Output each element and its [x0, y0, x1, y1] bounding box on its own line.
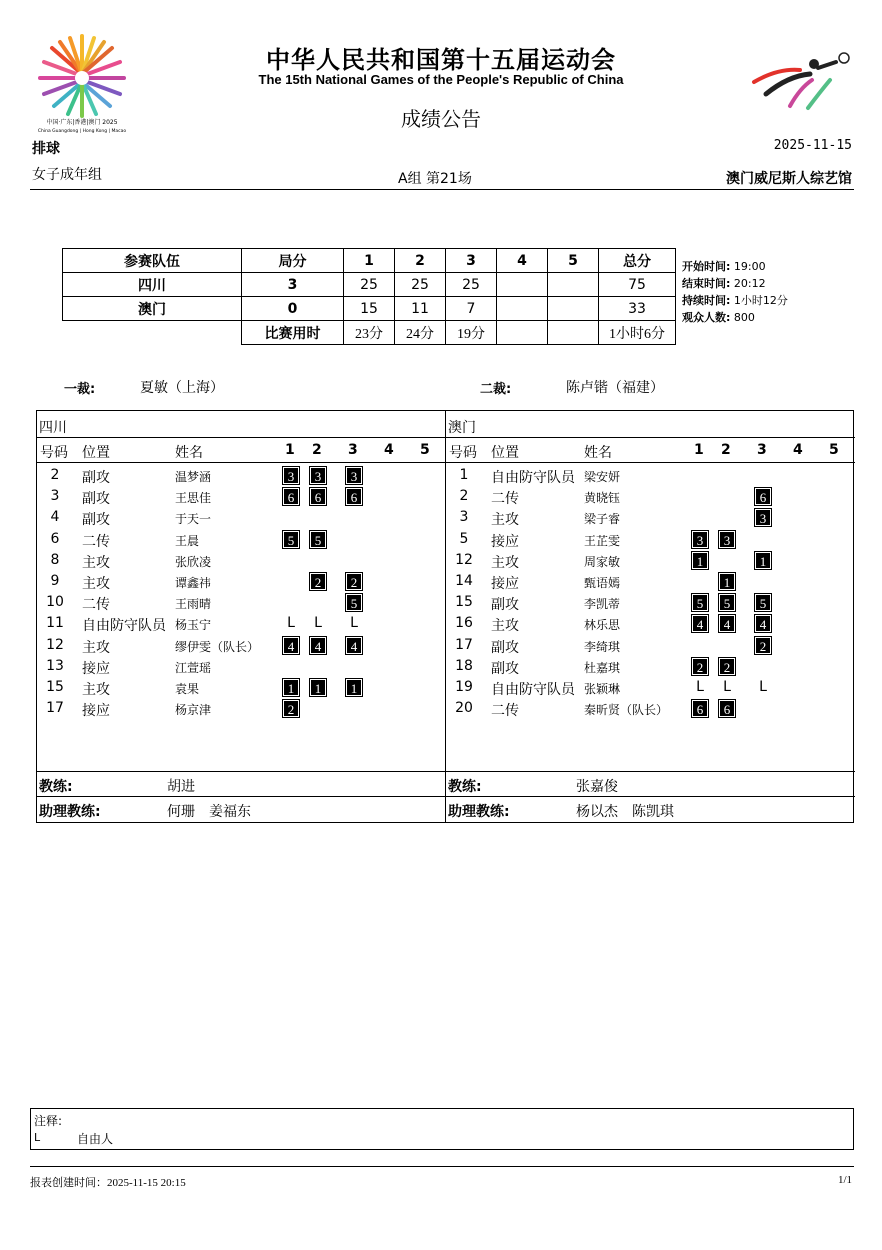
player-row: [37, 571, 445, 592]
document-title: 成绩公告: [401, 107, 481, 131]
starting-rotation-badge: 4: [755, 615, 771, 632]
roster-header-divider: [446, 462, 855, 463]
player-position: 主攻: [82, 576, 110, 592]
starting-rotation-badge: 6: [719, 700, 735, 717]
audience-label: 观众人数:: [682, 311, 731, 324]
start-time-line: [682, 258, 788, 275]
player-position: 二传: [82, 597, 110, 614]
starting-rotation-badge: 3: [310, 467, 326, 484]
home-roster: [37, 411, 446, 822]
col-header-no: 号码: [40, 445, 68, 461]
starting-rotation-badge: 4: [692, 615, 708, 632]
score-total: 33: [599, 297, 676, 321]
starting-rotation-badge: 5: [310, 531, 326, 548]
player-name: 张欣凌: [175, 554, 212, 569]
player-number: 20: [455, 700, 473, 717]
starting-rotation-badge: 6: [755, 488, 771, 505]
duration-row: [63, 321, 676, 345]
player-row: [37, 550, 445, 571]
logo-subtext: China Guangdong | Hong Kong | Macao: [37, 129, 127, 134]
set-duration: 19分: [446, 321, 497, 345]
coach-divider: [446, 771, 855, 772]
player-position: 主攻: [491, 554, 519, 571]
starting-rotation-badge: 3: [346, 467, 362, 484]
starting-rotation-badge: 2: [310, 573, 326, 590]
assistant-coach-names: 何珊 姜福东: [167, 805, 251, 820]
player-position: 接应: [82, 660, 110, 677]
score-row-away: [63, 297, 676, 321]
starting-rotation-badge: 4: [719, 615, 735, 632]
match-group: A组 第21场: [398, 171, 472, 187]
score-set-cell: [548, 297, 599, 321]
roster-header-divider: [37, 462, 445, 463]
starting-rotation-badge: 5: [755, 594, 771, 611]
player-name: 杜嘉琪: [584, 660, 621, 675]
player-row: [446, 677, 855, 698]
player-position: 接应: [491, 533, 519, 550]
player-number: 17: [455, 636, 473, 653]
starting-rotation-badge: 5: [692, 594, 708, 611]
player-name: 李凯蒂: [584, 597, 621, 612]
player-position: 二传: [491, 703, 519, 720]
player-name: 谭鑫祎: [175, 576, 212, 590]
starting-rotation-badge: 2: [283, 700, 299, 717]
player-name: 李绮琪: [584, 639, 621, 654]
match-meta: [682, 258, 788, 326]
event-category: 女子成年组: [32, 167, 102, 183]
player-position: 二传: [491, 491, 519, 508]
games-title-en: The 15th National Games of the People's Republic of China: [258, 72, 624, 87]
player-name: 杨京津: [175, 703, 212, 718]
player-row: [446, 571, 855, 592]
player-row: [446, 529, 855, 550]
player-number: 12: [46, 636, 64, 653]
player-name: 梁子睿: [584, 512, 621, 527]
player-position: 二传: [82, 533, 110, 550]
start-time-label: 开始时间:: [682, 260, 731, 273]
col-header-set: 5: [420, 442, 430, 458]
player-row: [446, 507, 855, 528]
end-time: 20:12: [733, 277, 766, 290]
player-row: [37, 529, 445, 550]
player-row: [446, 486, 855, 507]
coach-name: 张嘉俊: [576, 780, 618, 795]
duration-meta-label: 持续时间:: [682, 294, 731, 307]
libero-mark: L: [723, 679, 731, 695]
player-position: 主攻: [491, 512, 519, 529]
col-header-name: 姓名: [584, 445, 612, 461]
player-number: 2: [50, 467, 60, 483]
col-header-set: 1: [285, 442, 295, 458]
player-number: 8: [50, 551, 60, 568]
set-duration: [548, 321, 599, 345]
starting-rotation-badge: 2: [755, 637, 771, 654]
score-row-home: [63, 273, 676, 297]
score-header-set4: 4: [497, 249, 548, 273]
duration-line: [682, 292, 788, 309]
score-sets-won: 0: [242, 297, 344, 321]
audience-count: 800: [733, 311, 755, 324]
player-row: [37, 613, 445, 634]
player-number: 13: [46, 657, 64, 674]
player-row: [37, 465, 445, 486]
player-number: 19: [455, 679, 473, 695]
col-header-position: 位置: [82, 445, 110, 461]
player-name: 于天一: [175, 512, 212, 527]
player-name: 张颖琳: [584, 682, 621, 696]
team-name: 澳门: [448, 420, 476, 436]
player-number: 3: [459, 509, 469, 526]
match-date: 2025-11-15: [773, 138, 852, 153]
starting-rotation-badge: 2: [692, 658, 708, 675]
player-number: 10: [46, 594, 64, 611]
player-number: 16: [455, 615, 473, 632]
starting-rotation-badge: 6: [346, 488, 362, 505]
player-row: [446, 656, 855, 677]
player-position: 主攻: [82, 639, 110, 656]
libero-mark: L: [696, 679, 704, 695]
score-team-name: 四川: [63, 273, 242, 297]
duration-label: 比赛用时: [242, 321, 344, 345]
coach-label: 教练:: [448, 779, 482, 795]
starting-rotation-badge: 3: [283, 467, 299, 484]
player-number: 11: [46, 615, 64, 632]
away-roster: [446, 411, 855, 822]
roster-divider: [446, 437, 855, 438]
col-header-name: 姓名: [175, 445, 203, 461]
starting-rotation-badge: 4: [310, 637, 326, 654]
player-row: [37, 507, 445, 528]
notes-label: 注释:: [34, 1114, 63, 1128]
col-header-set: 4: [793, 442, 803, 458]
player-position: 自由防守队员: [82, 618, 166, 635]
starting-rotation-badge: 5: [719, 594, 735, 611]
player-number: 4: [50, 509, 60, 526]
player-row: [37, 592, 445, 613]
player-name: 缪伊雯（队长）: [175, 639, 260, 654]
audience-line: [682, 309, 788, 326]
col-header-set: 5: [829, 442, 839, 458]
player-position: 副攻: [82, 512, 110, 529]
total-duration: 1小时6分: [599, 321, 676, 345]
col-header-no: 号码: [449, 445, 477, 461]
player-name: 江萱瑶: [175, 660, 212, 675]
libero-mark: L: [759, 679, 767, 695]
starting-rotation-badge: 2: [346, 573, 362, 590]
starting-rotation-badge: 6: [692, 700, 708, 717]
start-time: 19:00: [733, 260, 766, 273]
col-header-set: 3: [348, 442, 358, 458]
score-header-set2: 2: [395, 249, 446, 273]
col-header-set: 2: [721, 442, 731, 458]
assistant-coach-label: 助理教练:: [39, 804, 101, 820]
score-set-cell: [497, 297, 548, 321]
starting-rotation-badge: 1: [283, 679, 299, 696]
libero-mark: L: [350, 615, 358, 632]
starting-rotation-badge: 4: [346, 637, 362, 654]
starting-rotation-badge: 1: [346, 679, 362, 696]
player-row: [446, 550, 855, 571]
player-number: 14: [455, 573, 473, 589]
player-position: 主攻: [491, 618, 519, 635]
score-header-set5: 5: [548, 249, 599, 273]
score-set-cell: 11: [395, 297, 446, 321]
notes-key: L: [34, 1131, 41, 1144]
player-number: 17: [46, 700, 64, 717]
score-header-total: 总分: [599, 249, 676, 273]
player-position: 副攻: [491, 597, 519, 614]
player-number: 12: [455, 551, 473, 568]
player-name: 温梦涵: [175, 470, 212, 484]
starting-rotation-badge: 5: [283, 531, 299, 548]
player-number: 15: [46, 679, 64, 695]
player-position: 自由防守队员: [491, 470, 575, 486]
score-set-cell: 25: [395, 273, 446, 297]
player-row: [446, 635, 855, 656]
score-set-cell: 7: [446, 297, 497, 321]
score-total: 75: [599, 273, 676, 297]
player-name: 王雨晴: [175, 597, 212, 612]
player-name: 梁安妍: [584, 470, 621, 484]
player-number: 9: [50, 573, 60, 589]
score-set-cell: 25: [446, 273, 497, 297]
player-row: [37, 486, 445, 507]
starting-rotation-badge: 1: [310, 679, 326, 696]
player-row: [446, 698, 855, 719]
score-set-cell: 25: [344, 273, 395, 297]
team-name: 四川: [39, 420, 67, 436]
set-duration: [497, 321, 548, 345]
player-position: 接应: [82, 703, 110, 720]
player-name: 周家敏: [584, 554, 621, 569]
libero-mark: L: [287, 615, 295, 632]
col-header-set: 4: [384, 442, 394, 458]
player-position: 副攻: [82, 491, 110, 508]
player-position: 主攻: [82, 554, 110, 571]
starting-rotation-badge: 1: [755, 552, 771, 569]
player-position: 自由防守队员: [491, 682, 575, 698]
player-number: 18: [455, 657, 473, 674]
team-rosters: [36, 410, 854, 823]
score-header-team: 参赛队伍: [63, 249, 242, 273]
player-row: [446, 592, 855, 613]
second-referee-label: 二裁:: [480, 382, 512, 397]
set-duration: 23分: [344, 321, 395, 345]
end-time-label: 结束时间:: [682, 277, 731, 290]
col-header-set: 1: [694, 442, 704, 458]
player-row: [37, 635, 445, 656]
player-number: 3: [50, 488, 60, 505]
score-header-set3: 3: [446, 249, 497, 273]
notes-value: 自由人: [77, 1132, 114, 1146]
player-name: 王思佳: [175, 491, 212, 506]
col-header-set: 2: [312, 442, 322, 458]
notes-box: [30, 1108, 854, 1150]
player-number: 6: [50, 530, 60, 547]
player-position: 主攻: [82, 682, 110, 698]
player-name: 杨玉宁: [175, 618, 212, 633]
starting-rotation-badge: 6: [310, 488, 326, 505]
starting-rotation-badge: 3: [719, 531, 735, 548]
sport-name: 排球: [32, 141, 60, 157]
col-header-position: 位置: [491, 445, 519, 461]
score-header-sets: 局分: [242, 249, 344, 273]
coach-label: 教练:: [39, 779, 73, 795]
coach-divider: [37, 771, 445, 772]
page-number: 1/1: [837, 1174, 852, 1186]
roster-divider: [37, 437, 445, 438]
score-header-row: [63, 249, 676, 273]
starting-rotation-badge: 1: [719, 573, 735, 590]
report-created: 报表创建时间：2025-11-15 20:15: [30, 1177, 186, 1189]
player-row: [37, 698, 445, 719]
score-header-set1: 1: [344, 249, 395, 273]
coach-divider: [37, 796, 445, 797]
set-duration: 24分: [395, 321, 446, 345]
first-referee: 夏敏（上海）: [140, 381, 224, 396]
player-row: [37, 677, 445, 698]
first-referee-label: 一裁:: [64, 382, 96, 397]
footer-divider: [30, 1166, 854, 1167]
starting-rotation-badge: 3: [692, 531, 708, 548]
player-name: 甄语嫣: [584, 576, 621, 590]
player-number: 2: [459, 488, 469, 505]
coach-name: 胡进: [167, 780, 195, 795]
player-name: 林乐思: [584, 618, 621, 633]
logo-text: 中国·广东|香港|澳门 2025: [46, 119, 118, 126]
header-divider: [30, 189, 854, 190]
player-position: 副攻: [491, 660, 519, 677]
player-row: [37, 656, 445, 677]
player-row: [446, 465, 855, 486]
duration-value: 1小时12分: [733, 294, 788, 307]
score-sets-won: 3: [242, 273, 344, 297]
player-position: 副攻: [491, 639, 519, 656]
assistant-coach-label: 助理教练:: [448, 804, 510, 820]
col-header-set: 3: [757, 442, 767, 458]
venue-name: 澳门威尼斯人综艺馆: [726, 171, 852, 187]
player-number: 15: [455, 594, 473, 611]
player-name: 黄晓钰: [584, 491, 621, 506]
score-set-cell: 15: [344, 297, 395, 321]
player-name: 王晨: [175, 533, 200, 548]
player-number: 1: [459, 467, 469, 483]
player-name: 秦昕贤（队长）: [584, 703, 669, 718]
player-position: 接应: [491, 576, 519, 592]
duration-spacer: [63, 321, 242, 345]
starting-rotation-badge: 6: [283, 488, 299, 505]
starting-rotation-badge: 1: [692, 552, 708, 569]
score-set-cell: [497, 273, 548, 297]
player-name: 王芷雯: [584, 533, 621, 548]
player-position: 副攻: [82, 470, 110, 486]
games-title-cn: 中华人民共和国第十五届运动会: [266, 46, 616, 74]
score-team-name: 澳门: [63, 297, 242, 321]
assistant-coach-names: 杨以杰 陈凯琪: [576, 805, 674, 820]
score-table: [62, 248, 676, 345]
starting-rotation-badge: 2: [719, 658, 735, 675]
starting-rotation-badge: 5: [346, 594, 362, 611]
end-time-line: [682, 275, 788, 292]
coach-divider: [446, 796, 855, 797]
starting-rotation-badge: 4: [283, 637, 299, 654]
player-name: 袁果: [175, 682, 200, 696]
starting-rotation-badge: 3: [755, 509, 771, 526]
libero-mark: L: [314, 615, 322, 632]
score-set-cell: [548, 273, 599, 297]
second-referee: 陈卢锴（福建）: [566, 381, 664, 396]
player-number: 5: [459, 530, 469, 547]
player-row: [446, 613, 855, 634]
